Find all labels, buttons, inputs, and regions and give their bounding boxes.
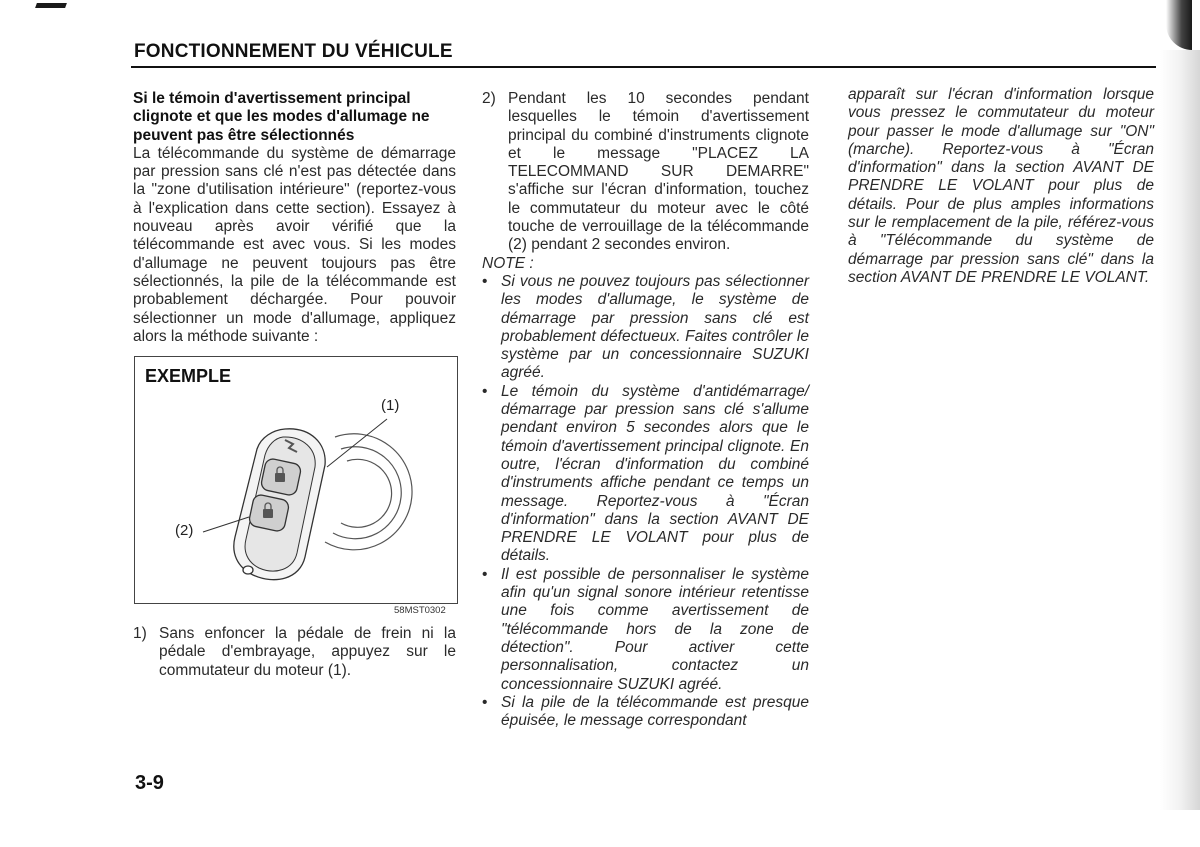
- column-right: [848, 86, 1154, 287]
- callout-label-2: (2): [175, 522, 194, 539]
- note-item: • Le témoin du système d'antidémarrage/ démarrage par pression sans clé s'allume pendant environ 5 secondes alors que le témoin d'avertissement principal clignote. En outre, l'écran d'information du combiné d'instruments affiche pendant ce temps un message. Reportez-vous à "Écran d'information" dans la section AVANT DE PRENDRE LE VOLANT pour plus de détails.: [482, 382, 809, 565]
- scan-corner-mark: [35, 3, 67, 8]
- example-figure: [134, 356, 458, 604]
- step-2: [482, 90, 809, 255]
- intro-paragraph: La télécommande du système de démarrage par pression sans clé n'est pas détectée dans la "zone d'utilisation intérieure" (reportez-vous à l'explication dans cette section). Essayez à nouveau après avoir vérifié que la télécommande est avec vous. Si les modes d'allumage ne peuvent toujours pas être sélectionnés, la pile de la télécommande est probablement déchargée. Pour pouvoir sélectionner un mode d'allumage, appliquez alors la méthode suivante :: [133, 144, 456, 345]
- step-1-number: 1): [133, 625, 147, 642]
- bullet-icon: •: [482, 272, 488, 290]
- note-item: • Si la pile de la télécommande est presque épuisée, le message correspondant: [482, 693, 809, 730]
- bullet-icon: •: [482, 693, 488, 711]
- step-1: [133, 625, 456, 680]
- bullet-icon: •: [482, 565, 488, 583]
- step-1-text: Sans enfoncer la pédale de frein ni la pédale d'embrayage, appuyez sur le commutateur du moteur (1).: [159, 625, 456, 679]
- column-middle: [482, 90, 809, 730]
- engine-switch-icon: [325, 434, 412, 550]
- note-label: NOTE :: [482, 254, 534, 272]
- key-fob-icon: [234, 429, 325, 580]
- example-title: EXEMPLE: [145, 366, 232, 386]
- key-fob-illustration: [135, 357, 457, 603]
- subsection-heading: Si le témoin d'avertissement principal clignote et que les modes d'allumage ne peuvent pas être sélectionnés: [133, 90, 430, 144]
- note-item: • Il est possible de personnaliser le système afin qu'un signal sonore intérieur retentisse une fois comme avertissement de "télécommande hors de la zone de détection". Pour activer cette personnalisation, contactez un concessionnaire SUZUKI agréé.: [482, 565, 809, 693]
- page-edge-shadow: [1160, 50, 1200, 810]
- note-item: • Si vous ne pouvez toujours pas sélectionner les modes d'allumage, le système de démarrage par pression sans clé est probablement défectueux. Faites contrôler le système par un concessionnaire SUZUKI agréé.: [482, 272, 809, 382]
- figure-code: 58MST0302: [394, 605, 446, 616]
- section-title: FONCTIONNEMENT DU VÉHICULE: [134, 41, 453, 62]
- header-rule: [131, 66, 1156, 68]
- page-curl-shadow: [1166, 0, 1192, 50]
- column-left: [133, 90, 456, 346]
- note-continuation: apparaît sur l'écran d'information lorsque vous pressez le commutateur du moteur pour passer le mode d'allumage sur "ON" (marche). Reportez-vous à "Écran d'information" dans la section AVANT DE PRENDRE LE VOLANT pour plus de détails. Pour de plus amples informations sur le remplacement de la pile, référez-vous à "Télécommande du système de démarrage par pression sans clé" dans la section AVANT DE PRENDRE LE VOLANT.: [848, 86, 1154, 286]
- page-number: 3-9: [135, 772, 164, 794]
- note-list: [482, 273, 809, 730]
- step-2-text: Pendant les 10 secondes pendant lesquelles le témoin d'avertissement principal du combiné d'instruments clignote et le message "PLACEZ LA TELECOMMAND SUR DEMARRE" s'affiche sur l'écran d'information, touchez le commutateur du moteur avec le côté touche de verrouillage de la télécommande (2) pendant 2 secondes environ.: [508, 90, 809, 254]
- bullet-icon: •: [482, 382, 488, 400]
- step-2-number: 2): [482, 90, 496, 107]
- callout-label-1: (1): [381, 397, 400, 414]
